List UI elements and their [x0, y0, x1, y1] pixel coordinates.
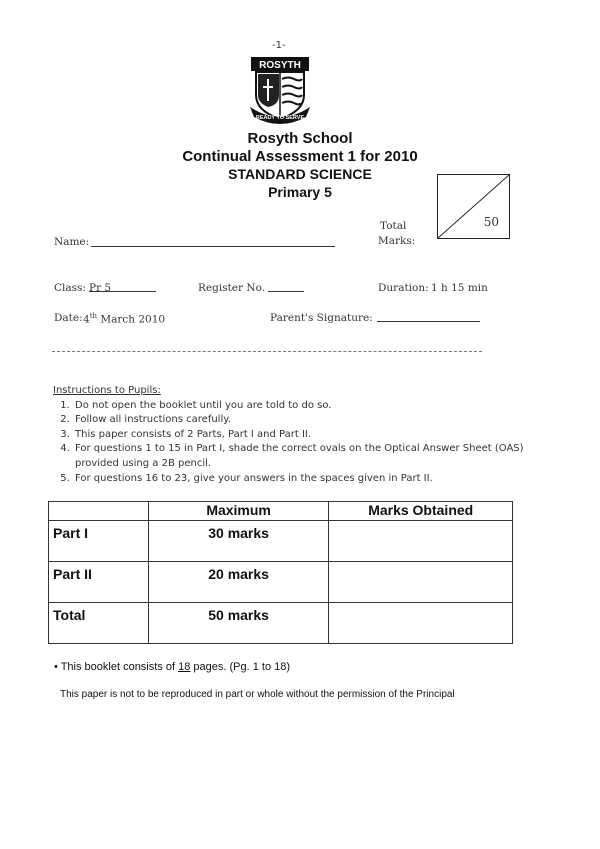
instruction-item: 5. For questions 16 to 23, give your answers in the spaces given in Part II.: [73, 472, 553, 487]
copyright-notice: This paper is not to be reproduced in part or whole without the permission of the Principal: [60, 689, 455, 700]
class-field[interactable]: [89, 279, 156, 292]
register-field[interactable]: [268, 279, 304, 292]
pages-suffix: pages. (Pg. 1 to 18): [190, 661, 291, 673]
total-marks-value: 50: [483, 215, 499, 229]
total-marks-label: Total: [380, 220, 407, 232]
class-label: Class:: [54, 282, 86, 294]
date-day: 4: [83, 313, 90, 326]
instruction-item: 3. This paper consists of 2 Parts, Part I and Part II.: [73, 428, 553, 443]
date-label: Date:: [54, 312, 83, 324]
booklet-pages-note: [54, 661, 290, 673]
level-title: Primary 5: [268, 184, 332, 200]
page-number: -1-: [272, 40, 286, 51]
date-suffix: th: [89, 312, 98, 320]
obtained-cell[interactable]: [329, 562, 513, 603]
date-value: [83, 312, 165, 326]
max-cell: 30 marks: [148, 521, 329, 562]
obtained-cell[interactable]: [329, 521, 513, 562]
part-cell: Part I: [49, 521, 149, 562]
column-header: Maximum: [148, 502, 329, 521]
table-row: [49, 521, 513, 562]
register-label: Register No.: [198, 282, 266, 294]
instruction-item: 2. Follow all instructions carefully.: [73, 413, 553, 428]
column-header: Marks Obtained: [329, 502, 513, 521]
instruction-item: 1. Do not open the booklet until you are told to do so.: [73, 399, 553, 414]
obtained-cell[interactable]: [329, 603, 513, 644]
date-rest: March 2010: [100, 313, 166, 326]
table-row: [49, 603, 513, 644]
duration-label: Duration:: [378, 282, 429, 294]
table-header-row: [49, 502, 513, 521]
instruction-item: 4. For questions 1 to 15 in Part I, shade the correct ovals on the Optical Answer Sheet (OAS) provided using a 2B pencil.: [73, 442, 553, 471]
school-crest-logo: [248, 55, 312, 125]
total-marks-label-line2: Marks:: [378, 235, 416, 247]
max-cell: 20 marks: [148, 562, 329, 603]
name-label: Name:: [54, 236, 90, 248]
part-cell: Part II: [49, 562, 149, 603]
max-cell: 50 marks: [148, 603, 329, 644]
duration-value: 1 h 15 min: [431, 282, 488, 294]
table-row: [49, 562, 513, 603]
total-marks-box: [437, 174, 510, 239]
divider: [52, 351, 482, 352]
assessment-title: Continual Assessment 1 for 2010: [182, 148, 418, 165]
subject-title: STANDARD SCIENCE: [228, 166, 372, 182]
pages-count: 18: [178, 661, 191, 673]
instructions-list: [53, 399, 553, 487]
svg-text:ROSYTH: ROSYTH: [259, 60, 301, 71]
signature-label: Parent's Signature:: [270, 312, 373, 324]
name-field[interactable]: [91, 234, 335, 247]
instructions: [53, 384, 553, 486]
class-value: Pr 5: [89, 282, 112, 294]
marks-table: [48, 501, 513, 644]
school-name: Rosyth School: [247, 130, 353, 147]
part-cell: Total: [49, 603, 149, 644]
svg-text:READY TO SERVE: READY TO SERVE: [255, 115, 305, 121]
column-header: [49, 502, 149, 521]
signature-field[interactable]: [377, 309, 480, 322]
instructions-title: Instructions to Pupils:: [53, 385, 161, 396]
pages-prefix: • This booklet consists of: [54, 661, 179, 673]
